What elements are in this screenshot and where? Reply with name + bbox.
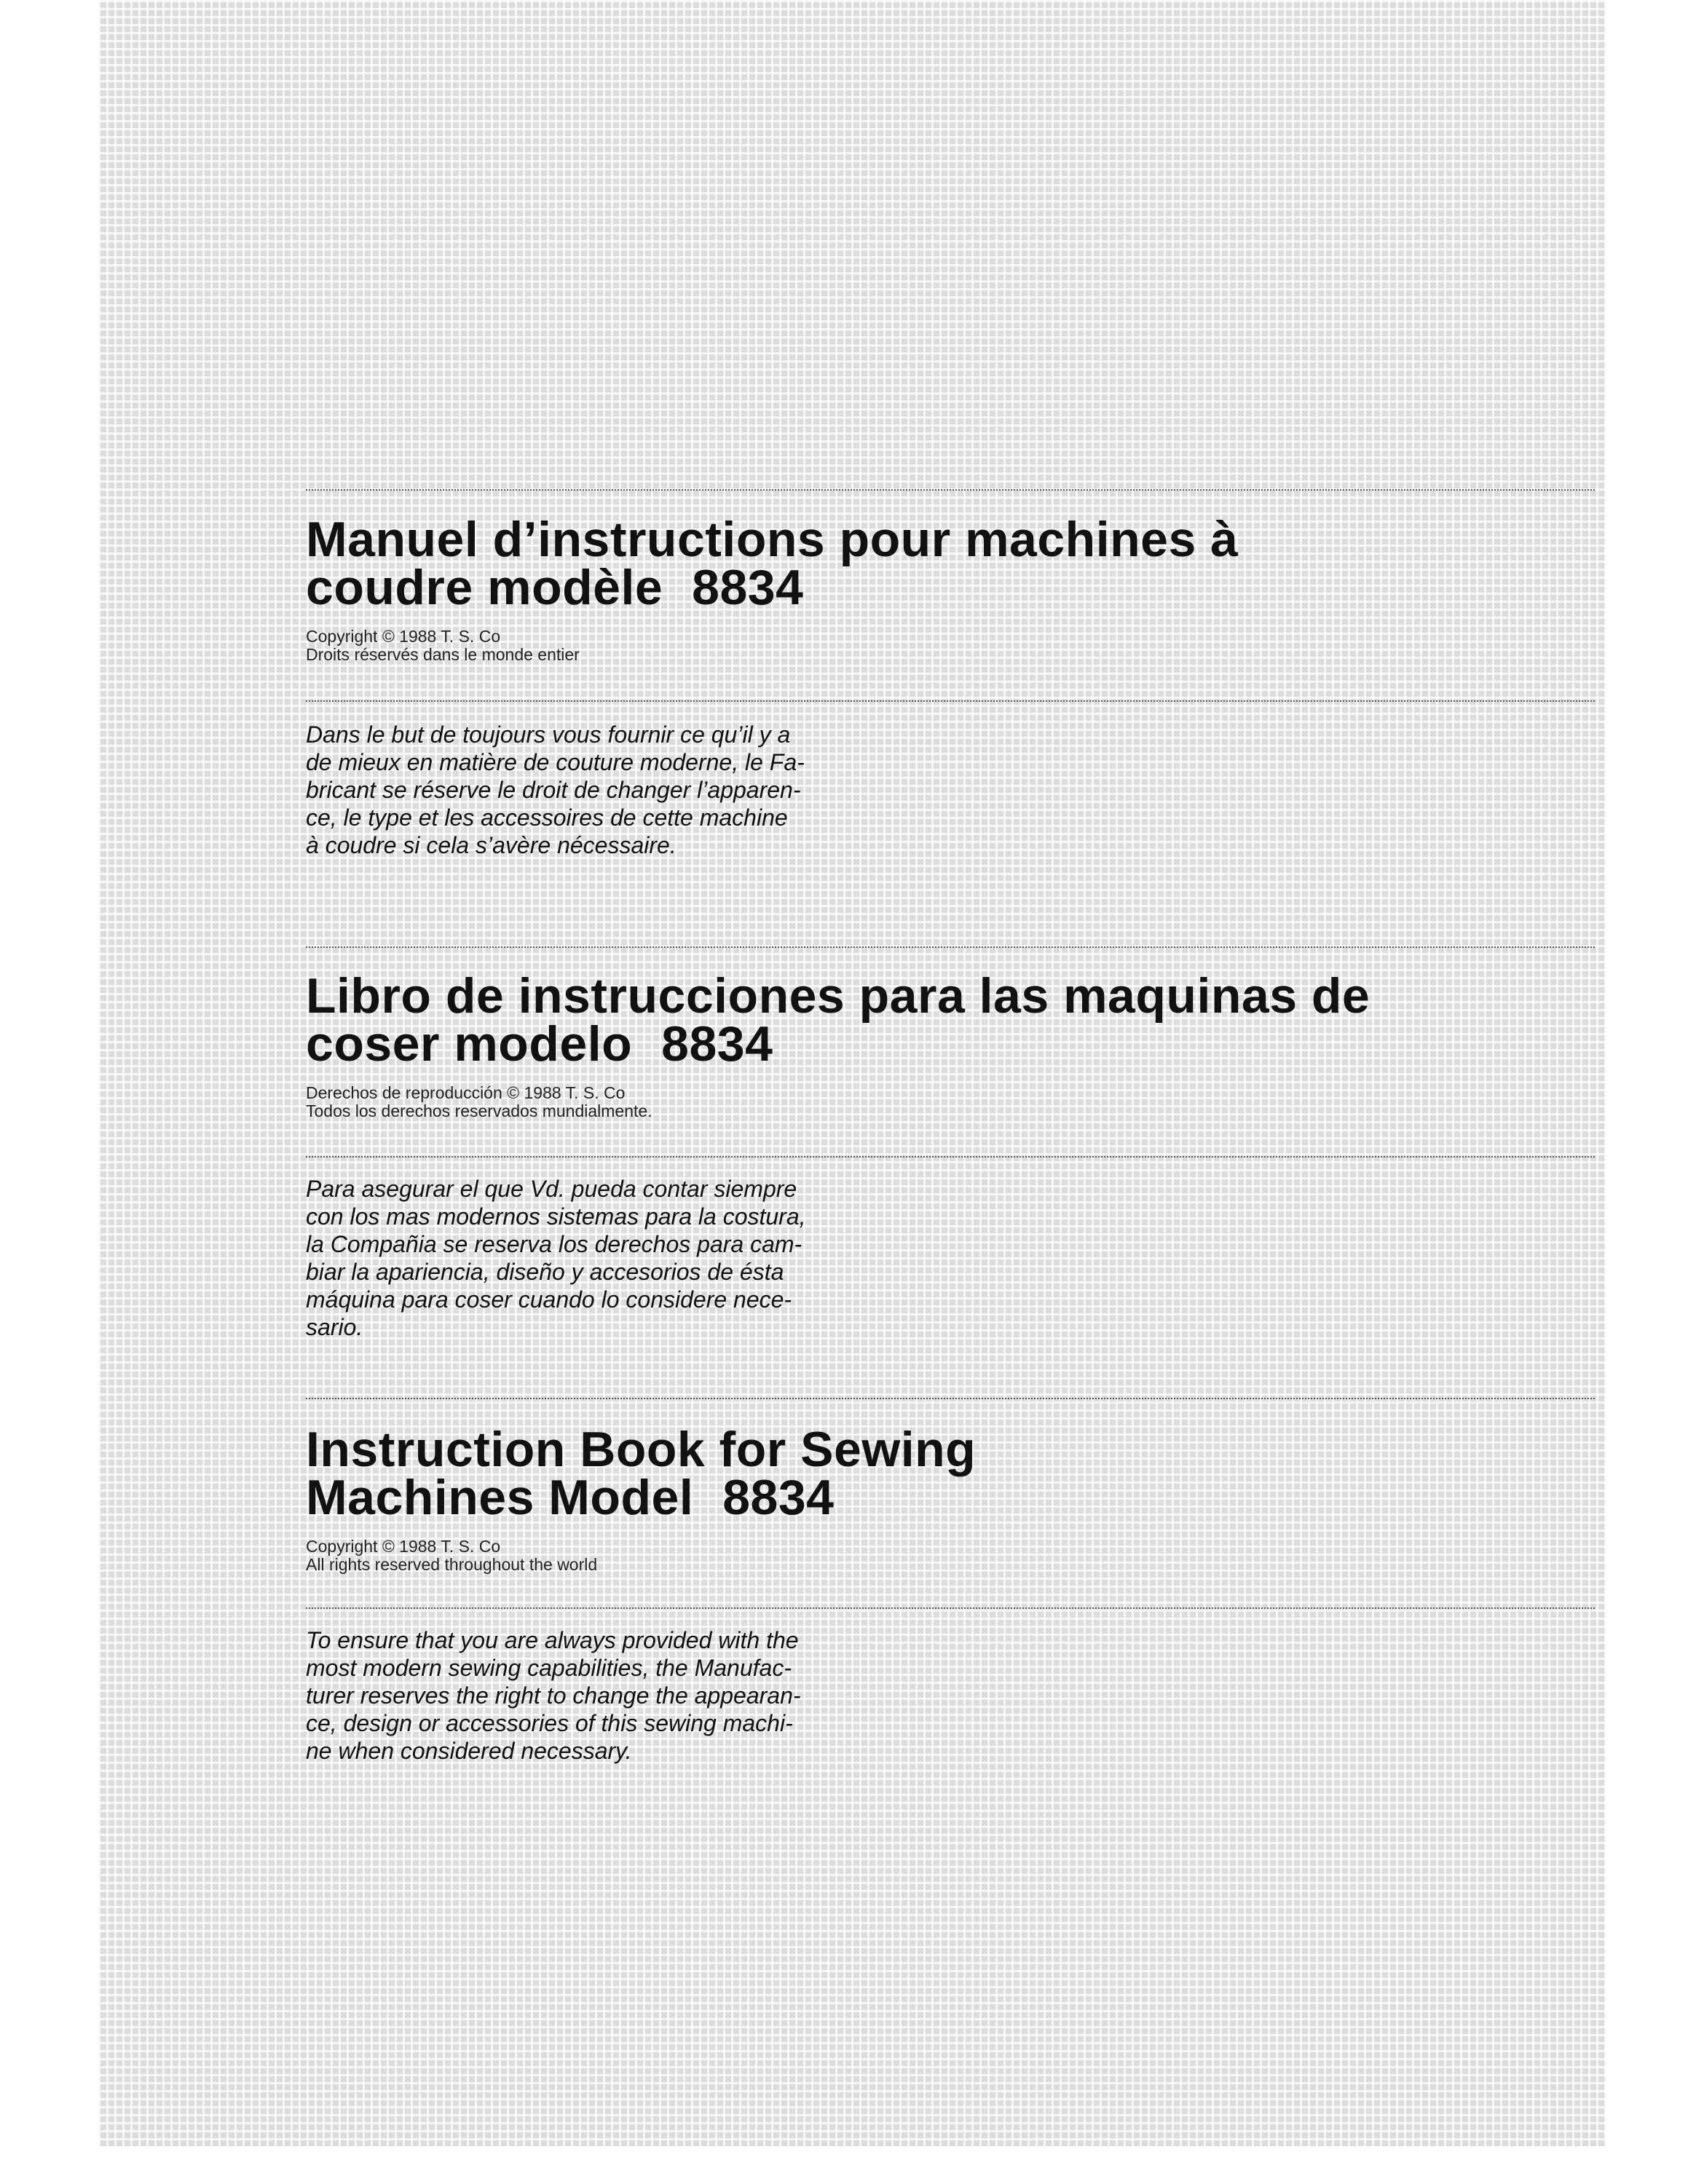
title-line-1: Libro de instrucciones para las maquinas de — [306, 968, 1370, 1024]
copyright-line-1: Derechos de reproducción © 1988 T. S. Co — [306, 1083, 626, 1102]
divider-rule — [306, 489, 1595, 491]
notice-line: most modern sewing capabilities, the Manufac- — [306, 1655, 792, 1681]
title-line-1: Manuel d’instructions pour machines à — [306, 512, 1239, 567]
manual-page — [98, 0, 1606, 2146]
notice-line: sario. — [306, 1314, 363, 1340]
notice-line: ce, le type et les accessoires de cette machine — [306, 804, 788, 831]
notice-line: turer reserves the right to change the appearan- — [306, 1682, 801, 1709]
notice-line: de mieux en matière de couture moderne, le Fa- — [306, 749, 805, 775]
title-english — [306, 1422, 1595, 1525]
title-line-2: coudre modèle 8834 — [306, 560, 804, 615]
copyright-line-2: All rights reserved throughout the world — [306, 1555, 598, 1574]
notice-line: à coudre si cela s’avère nécessaire. — [306, 832, 677, 858]
notice-line: bricant se réserve le droit de changer l’apparen- — [306, 777, 801, 803]
notice-line: biar la apariencia, diseño y accesorios de ésta — [306, 1259, 784, 1285]
section-spanish — [306, 968, 1595, 1120]
divider-rule — [306, 1398, 1595, 1399]
notice-french — [306, 721, 983, 859]
title-spanish — [306, 968, 1595, 1072]
title-line-2: Machines Model 8834 — [306, 1470, 835, 1525]
copyright-line-1: Copyright © 1988 T. S. Co — [306, 1537, 501, 1556]
copyright-french — [306, 628, 1595, 664]
notice-line: ce, design or accessories of this sewing machi- — [306, 1710, 793, 1736]
copyright-line-2: Droits réservés dans le monde entier — [306, 645, 580, 664]
copyright-spanish — [306, 1084, 1595, 1120]
title-line-2: coser modelo 8834 — [306, 1016, 773, 1072]
title-french — [306, 512, 1595, 615]
copyright-line-2: Todos los derechos reservados mundialmente. — [306, 1101, 652, 1120]
divider-rule — [306, 946, 1595, 948]
notice-line: Dans le but de toujours vous fournir ce qu’il y a — [306, 721, 791, 748]
notice-line: máquina para coser cuando lo considere nece- — [306, 1286, 792, 1313]
copyright-english — [306, 1538, 1595, 1574]
notice-spanish — [306, 1175, 983, 1341]
section-english — [306, 1422, 1595, 1574]
divider-rule — [306, 1156, 1595, 1158]
notice-line: la Compañia se reserva los derechos para cam- — [306, 1231, 802, 1257]
copyright-line-1: Copyright © 1988 T. S. Co — [306, 627, 501, 646]
notice-line: To ensure that you are always provided with the — [306, 1627, 799, 1653]
model-number: 8834 — [661, 1016, 773, 1072]
notice-line: con los mas modernos sistemas para la costura, — [306, 1203, 806, 1230]
divider-rule — [306, 700, 1595, 702]
title-line-1: Instruction Book for Sewing — [306, 1422, 977, 1477]
section-french — [306, 512, 1595, 664]
notice-line: ne when considered necessary. — [306, 1738, 632, 1764]
notice-line: Para asegurar el que Vd. pueda contar siempre — [306, 1176, 797, 1202]
model-number: 8834 — [722, 1470, 835, 1525]
model-number: 8834 — [692, 560, 804, 615]
divider-rule — [306, 1607, 1595, 1609]
notice-english — [306, 1626, 983, 1765]
